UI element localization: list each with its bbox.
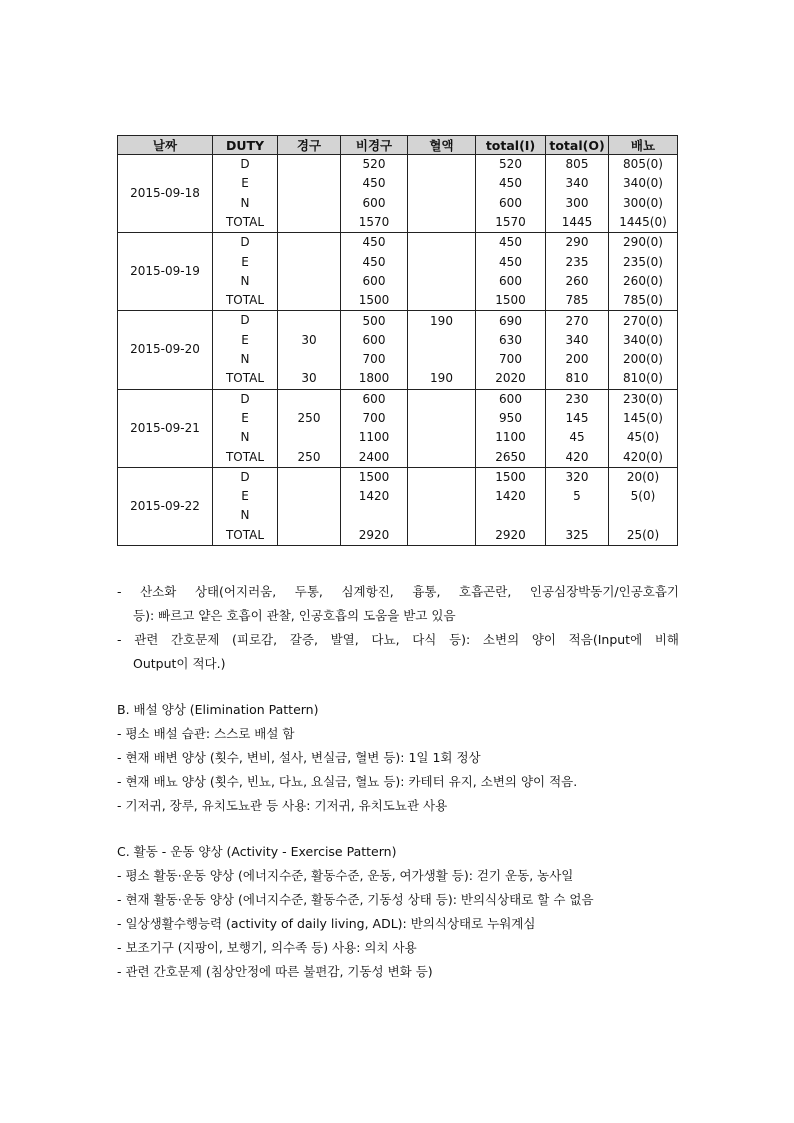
activity-item-usual: - 평소 활동·운동 양상 (에너지수준, 활동수준, 운동, 여가생활 등): 걷기 운동, 농사일 [117,868,574,883]
total-output-cell: 270 [546,311,609,331]
oral-cell: 30 [278,331,341,350]
section-gap [117,818,679,840]
header-total-output: total(O) [546,136,609,155]
total-output-cell: 230 [546,389,609,409]
total-output-cell: 340 [546,331,609,350]
duty-cell: TOTAL [213,291,278,311]
header-parenteral: 비경구 [341,136,408,155]
total-intake-cell: 1500 [476,291,546,311]
activity-item-assistive-devices: - 보조기구 (지팡이, 보행기, 의수족 등) 사용: 의치 사용 [117,940,417,955]
blood-cell [408,389,476,409]
total-intake-cell: 2020 [476,369,546,389]
parenteral-cell: 1570 [341,213,408,233]
date-cell: 2015-09-19 [118,233,213,311]
duty-cell: N [213,350,278,369]
blood-cell [408,331,476,350]
duty-cell: D [213,389,278,409]
duty-cell: E [213,331,278,350]
total-output-cell: 325 [546,526,609,546]
total-intake-cell: 450 [476,174,546,193]
total-intake-cell: 450 [476,233,546,253]
blood-cell [408,467,476,487]
elimination-item-habit: - 평소 배설 습관: 스스로 배설 함 [117,726,295,741]
blood-cell [408,174,476,193]
oral-cell: 250 [278,409,341,428]
total-output-cell: 5 [546,487,609,506]
date-cell: 2015-09-18 [118,155,213,233]
total-intake-cell: 600 [476,272,546,291]
oral-cell [278,350,341,369]
oral-cell [278,311,341,331]
parenteral-cell: 2920 [341,526,408,546]
oral-cell: 30 [278,369,341,389]
total-output-cell: 805 [546,155,609,175]
date-cell: 2015-09-22 [118,467,213,545]
urine-cell: 290(0) [609,233,678,253]
total-output-cell: 145 [546,409,609,428]
parenteral-cell: 1100 [341,428,408,447]
duty-cell: E [213,252,278,271]
assessment-notes [117,580,679,984]
total-intake-cell: 520 [476,155,546,175]
urine-cell: 785(0) [609,291,678,311]
duty-cell: E [213,487,278,506]
urine-cell: 810(0) [609,369,678,389]
parenteral-cell: 450 [341,233,408,253]
nursing-problem-line-2: Output이 적다.) [133,656,226,671]
blood-cell [408,350,476,369]
blood-cell: 190 [408,311,476,331]
oral-cell [278,467,341,487]
intake-output-table [117,135,678,546]
oral-cell [278,428,341,447]
parenteral-cell: 520 [341,155,408,175]
urine-cell: 260(0) [609,272,678,291]
activity-item-adl: - 일상생활수행능력 (activity of daily living, ADL): 반의식상태로 누워계심 [117,916,536,931]
oral-cell [278,213,341,233]
blood-cell [408,526,476,546]
parenteral-cell: 1800 [341,369,408,389]
elimination-section-title: B. 배설 양상 (Elimination Pattern) [117,702,319,717]
urine-cell: 805(0) [609,155,678,175]
header-blood: 혈액 [408,136,476,155]
total-intake-cell: 2650 [476,447,546,467]
duty-cell: D [213,155,278,175]
total-output-cell: 200 [546,350,609,369]
parenteral-cell [341,506,408,525]
blood-cell [408,155,476,175]
header-date: 날짜 [118,136,213,155]
parenteral-cell: 600 [341,272,408,291]
duty-cell: TOTAL [213,526,278,546]
total-intake-cell: 1570 [476,213,546,233]
blood-cell [408,291,476,311]
oral-cell [278,252,341,271]
blood-cell [408,506,476,525]
total-output-cell: 235 [546,252,609,271]
date-cell: 2015-09-21 [118,389,213,467]
table-row [118,467,678,487]
blood-cell [408,272,476,291]
oral-cell [278,487,341,506]
oral-cell [278,194,341,213]
oral-cell [278,174,341,193]
urine-cell: 300(0) [609,194,678,213]
elimination-item-devices: - 기저귀, 장루, 유치도뇨관 등 사용: 기저귀, 유치도뇨관 사용 [117,798,448,813]
parenteral-cell: 600 [341,331,408,350]
total-intake-cell: 2920 [476,526,546,546]
table-header-row [118,136,678,155]
oral-cell [278,155,341,175]
blood-cell [408,428,476,447]
total-output-cell: 810 [546,369,609,389]
table-row [118,155,678,175]
parenteral-cell: 1500 [341,467,408,487]
parenteral-cell: 600 [341,194,408,213]
total-intake-cell: 630 [476,331,546,350]
table-row [118,233,678,253]
blood-cell [408,233,476,253]
total-intake-cell: 600 [476,194,546,213]
oral-cell: 250 [278,447,341,467]
parenteral-cell: 1500 [341,291,408,311]
total-output-cell: 1445 [546,213,609,233]
total-intake-cell: 450 [476,252,546,271]
activity-section-title: C. 활동 - 운동 양상 (Activity - Exercise Pattern) [117,844,397,859]
total-output-cell: 45 [546,428,609,447]
duty-cell: N [213,272,278,291]
date-cell: 2015-09-20 [118,311,213,389]
duty-cell: TOTAL [213,447,278,467]
total-intake-cell: 950 [476,409,546,428]
total-output-cell: 340 [546,174,609,193]
duty-cell: E [213,174,278,193]
table-row [118,389,678,409]
duty-cell: N [213,506,278,525]
blood-cell [408,409,476,428]
blood-cell [408,487,476,506]
parenteral-cell: 500 [341,311,408,331]
urine-cell: 145(0) [609,409,678,428]
elimination-item-urine: - 현재 배뇨 양상 (횟수, 빈뇨, 다뇨, 요실금, 혈뇨 등): 카테터 유지, 소변의 양이 적음. [117,774,578,789]
urine-cell: 235(0) [609,252,678,271]
urine-cell: 25(0) [609,526,678,546]
urine-cell [609,506,678,525]
total-intake-cell [476,506,546,525]
total-output-cell: 320 [546,467,609,487]
header-urine: 배뇨 [609,136,678,155]
urine-cell: 420(0) [609,447,678,467]
activity-item-nursing-problem: - 관련 간호문제 (침상안정에 따른 불편감, 기동성 변화 등) [117,964,433,979]
blood-cell [408,447,476,467]
oral-cell [278,526,341,546]
total-intake-cell: 600 [476,389,546,409]
duty-cell: D [213,467,278,487]
parenteral-cell: 700 [341,350,408,369]
nursing-problem-line-1: - 관련 간호문제 (피로감, 갈증, 발열, 다뇨, 다식 등): 소변의 양이 적음(Input에 비해 [117,632,679,647]
total-intake-cell: 690 [476,311,546,331]
parenteral-cell: 700 [341,409,408,428]
total-intake-cell: 1500 [476,467,546,487]
parenteral-cell: 2400 [341,447,408,467]
oxygenation-status-line-1: - 산소화 상태(어지러움, 두통, 심계항진, 흉통, 호흡곤란, 인공심장박동기/인공호흡기 [117,584,679,599]
total-output-cell [546,506,609,525]
blood-cell [408,194,476,213]
urine-cell: 1445(0) [609,213,678,233]
total-output-cell: 260 [546,272,609,291]
header-oral: 경구 [278,136,341,155]
oral-cell [278,233,341,253]
blood-cell [408,213,476,233]
duty-cell: D [213,233,278,253]
header-duty: DUTY [213,136,278,155]
urine-cell: 5(0) [609,487,678,506]
parenteral-cell: 600 [341,389,408,409]
total-output-cell: 300 [546,194,609,213]
urine-cell: 340(0) [609,331,678,350]
duty-cell: N [213,194,278,213]
urine-cell: 340(0) [609,174,678,193]
duty-cell: TOTAL [213,213,278,233]
table-row [118,311,678,331]
blood-cell: 190 [408,369,476,389]
total-output-cell: 290 [546,233,609,253]
oral-cell [278,272,341,291]
blood-cell [408,252,476,271]
duty-cell: TOTAL [213,369,278,389]
total-intake-cell: 1100 [476,428,546,447]
header-total-intake: total(I) [476,136,546,155]
total-intake-cell: 700 [476,350,546,369]
urine-cell: 230(0) [609,389,678,409]
activity-item-current: - 현재 활동·운동 양상 (에너지수준, 활동수준, 기동성 상태 등): 반의식상태로 할 수 없음 [117,892,594,907]
duty-cell: E [213,409,278,428]
total-output-cell: 785 [546,291,609,311]
total-output-cell: 420 [546,447,609,467]
parenteral-cell: 450 [341,252,408,271]
oral-cell [278,506,341,525]
oxygenation-status-line-2: 등): 빠르고 얕은 호흡이 관찰, 인공호흡의 도움을 받고 있음 [133,608,456,623]
elimination-item-bowel: - 현재 배변 양상 (횟수, 변비, 설사, 변실금, 혈변 등): 1일 1회 정상 [117,750,481,765]
parenteral-cell: 1420 [341,487,408,506]
oral-cell [278,291,341,311]
urine-cell: 20(0) [609,467,678,487]
duty-cell: D [213,311,278,331]
oral-cell [278,389,341,409]
section-gap [117,676,679,698]
urine-cell: 45(0) [609,428,678,447]
urine-cell: 270(0) [609,311,678,331]
duty-cell: N [213,428,278,447]
table-body [118,155,678,546]
total-intake-cell: 1420 [476,487,546,506]
urine-cell: 200(0) [609,350,678,369]
parenteral-cell: 450 [341,174,408,193]
